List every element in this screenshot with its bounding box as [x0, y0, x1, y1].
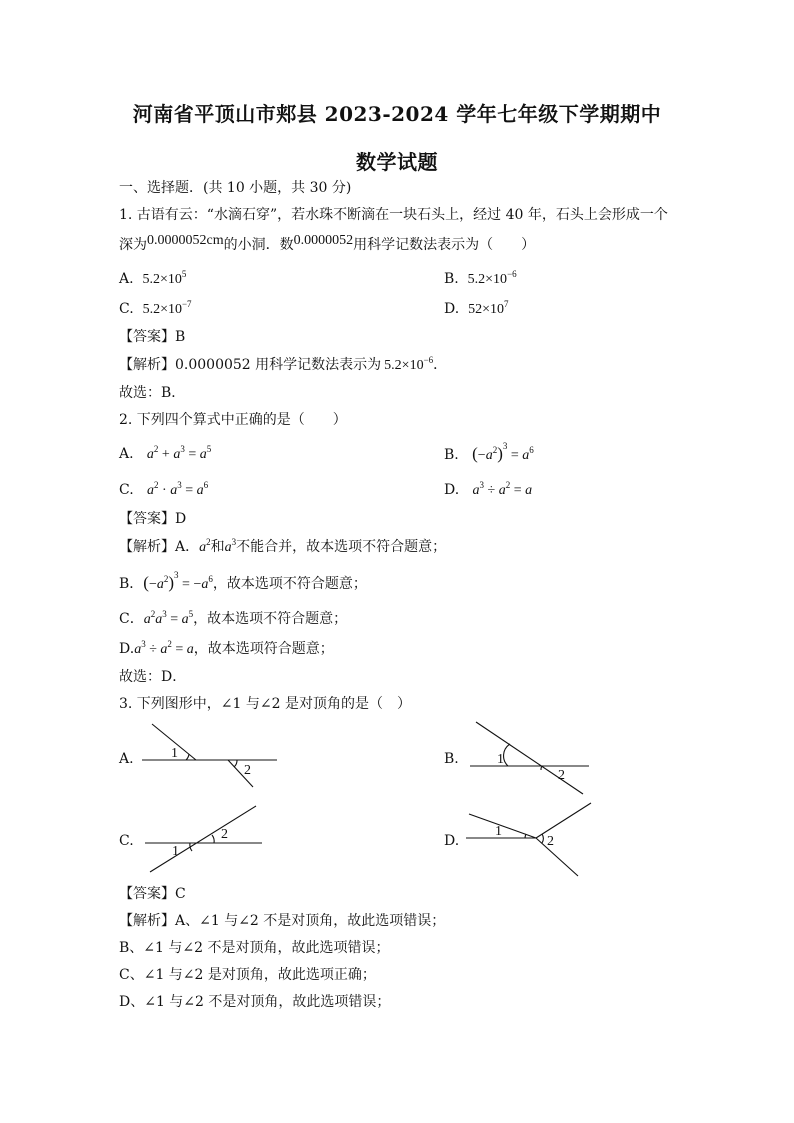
q3-figure-d: [466, 803, 591, 876]
q3-answer: 【答案】C: [119, 886, 186, 902]
q3-figure-c: [145, 806, 262, 872]
q3-analysis-b: B、∠1 与∠2 不是对顶角，故此选项错误；: [119, 940, 390, 956]
fig-c-label-1: 1: [172, 844, 179, 859]
q2-analysis-c: C．$a^2a^3 = a^5$，故本选项不符合题意；: [119, 609, 348, 627]
q2-option-a: A. $a^2 + a^3 = a^5$: [119, 444, 212, 462]
q3-option-c-label: C.: [119, 833, 134, 849]
q1-option-b: B. $5.2\times 10^{-6}$: [444, 269, 517, 287]
fig-a-label-1: 1: [171, 746, 178, 761]
q1-analysis: 【解析】0.0000052 用科学记数法表示为 $5.2\times 10^{-6}$．: [119, 355, 448, 373]
fig-d-label-2: 2: [547, 834, 554, 849]
fig-d-label-1: 1: [495, 824, 502, 839]
q1-stem-line1: 1. 古语有云：“水滴石穿”，若水珠不断滴在一块石头上，经过 40 年，石头上会形成一个: [119, 207, 668, 223]
q2-analysis-d: $D.a^3 \div a^2 = a$，故本选项符合题意；: [119, 639, 334, 657]
q2-analysis-b: B．$(-a^2)^3 = -a^6$，故本选项不符合题意；: [119, 570, 367, 592]
q3-analysis-d: D、∠1 与∠2 不是对顶角，故此选项错误；: [119, 994, 391, 1010]
section-heading: 一、选择题．(共 10 小题，共 30 分): [119, 180, 352, 196]
q1-option-d: D. $52\times 10^7$: [444, 299, 509, 317]
fig-a-label-2: 2: [244, 763, 251, 778]
q3-option-d-label: D.: [444, 833, 460, 849]
q3-stem: 3. 下列图形中，∠1 与∠2 是对顶角的是（ ）: [119, 696, 411, 712]
document-subtitle: 数学试题: [356, 150, 438, 174]
q3-analysis-a: 【解析】A、∠1 与∠2 不是对顶角，故此选项错误；: [119, 913, 446, 929]
q3-option-a-label: A.: [119, 751, 134, 767]
q1-choose: 故选：B．: [119, 385, 186, 401]
q2-stem: 2. 下列四个算式中正确的是（ ）: [119, 412, 347, 428]
q1-option-a: A. $5.2\times 10^5$: [119, 269, 187, 287]
q1-option-c: C. $5.2\times 10^{-7}$: [119, 299, 192, 317]
fig-b-label-1: 1: [497, 752, 504, 767]
q2-answer: 【答案】D: [119, 511, 187, 527]
q2-option-b: B. $(-a^2)^3 = a^6$: [444, 441, 534, 463]
q3-analysis-c: C、∠1 与∠2 是对顶角，故此选项正确；: [119, 967, 376, 983]
fig-b-label-2: 2: [558, 768, 565, 783]
q2-choose: 故选：D．: [119, 669, 187, 685]
fig-c-label-2: 2: [221, 827, 228, 842]
q3-option-b-label: B.: [444, 751, 459, 767]
q3-figure-labels: [171, 746, 565, 859]
q1-answer: 【答案】B: [119, 329, 186, 345]
q2-option-c: C. $a^2 \cdot a^3 = a^6$: [119, 480, 209, 498]
q2-option-d: D. $a^3 \div a^2 = a$: [444, 480, 533, 498]
q3-figure-a: [142, 724, 277, 787]
q2-analysis-a: 【解析】A．$a^2$和$a^3$不能合并，故本选项不符合题意；: [119, 537, 447, 555]
q1-stem-line2: 深为0.0000052cm的小洞．数0.0000052用科学记数法表示为（ ）: [119, 233, 536, 253]
q3-figure-b: [470, 722, 589, 794]
document-title: 河南省平顶山市郏县 2023-2024 学年七年级下学期期中: [132, 102, 662, 126]
